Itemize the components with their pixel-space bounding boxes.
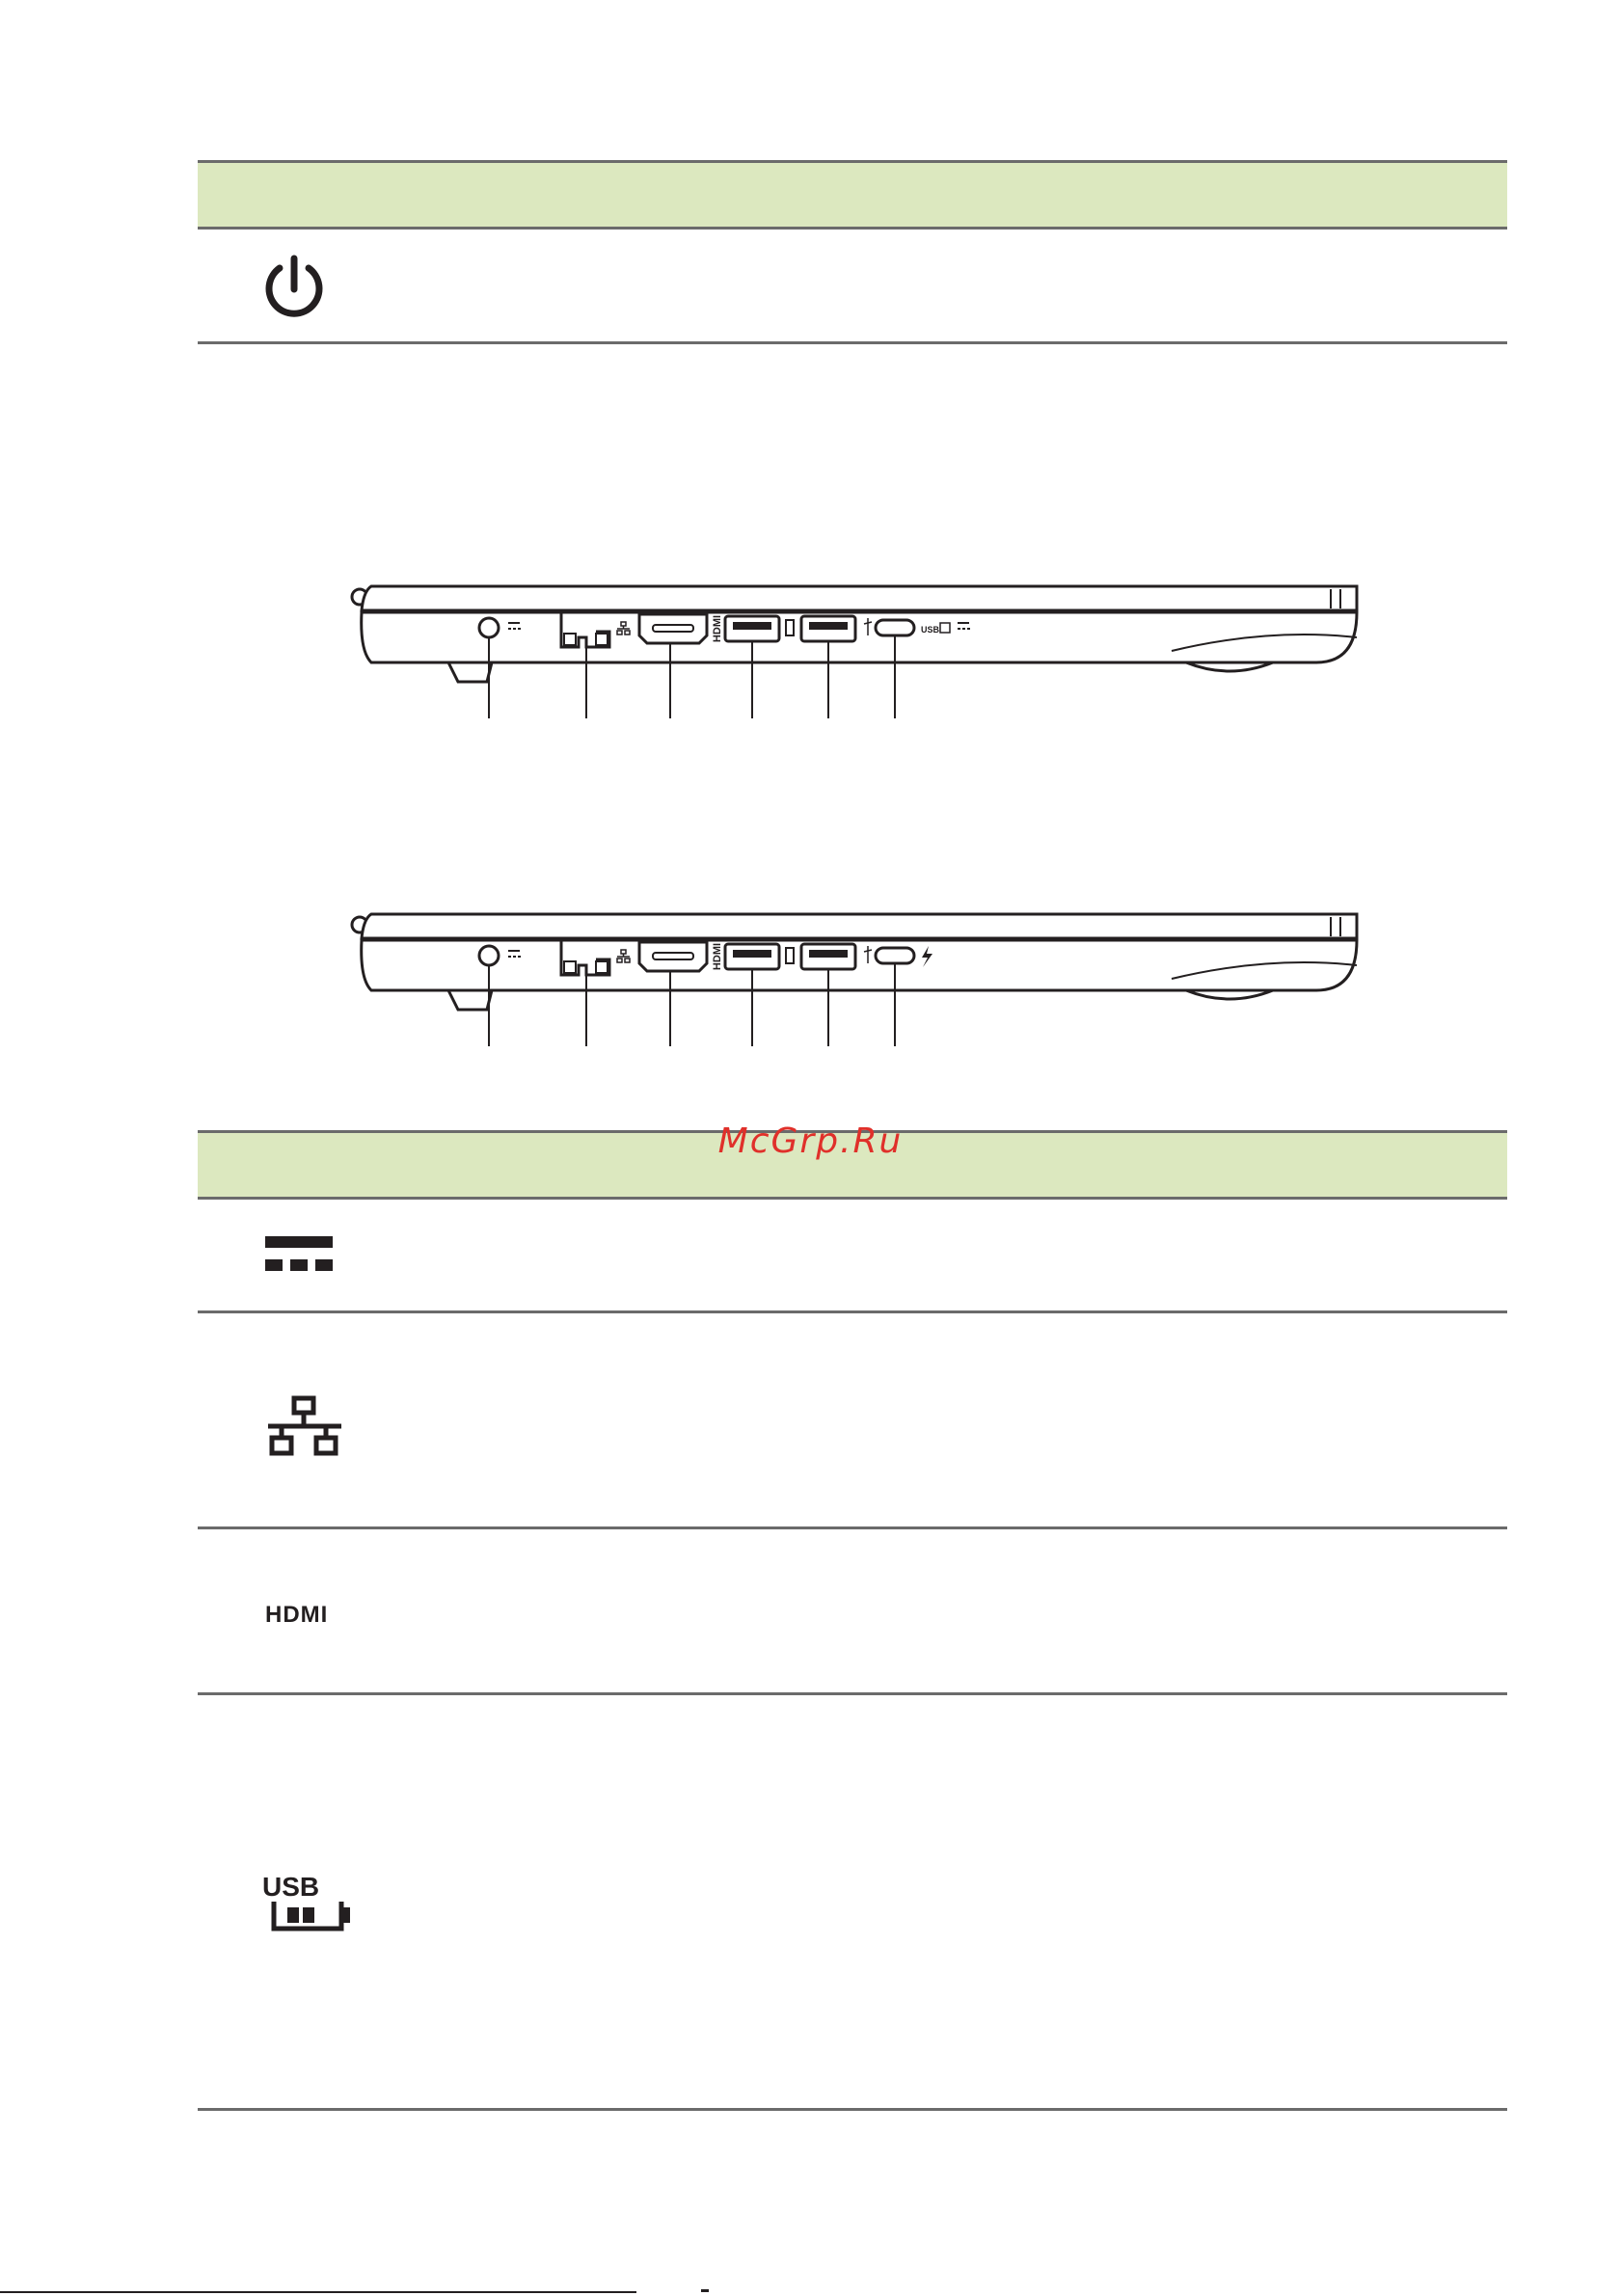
port-row-rule-1 <box>198 1310 1507 1313</box>
port-row-rule-2 <box>198 1526 1507 1529</box>
lid <box>362 586 1357 610</box>
thunderbolt-port <box>876 948 914 963</box>
ethernet-icon <box>266 1395 343 1464</box>
dc-power-icon <box>265 1236 335 1280</box>
hdmi-icon <box>265 1602 352 1632</box>
svg-text:USB: USB <box>921 625 940 635</box>
top-table-bottom-rule <box>198 341 1507 344</box>
dc-in-port <box>479 618 499 637</box>
hdmi-icon-label: HDMI <box>265 1602 329 1627</box>
watermark: McGrp.Ru <box>717 1121 904 1161</box>
power-icon <box>258 253 330 329</box>
base <box>362 940 1357 990</box>
foot-left <box>448 990 492 1010</box>
laptop-left-view-1 <box>342 574 1374 728</box>
usb-charge-icon-label: USB <box>262 1873 320 1902</box>
foot-left <box>448 662 492 682</box>
laptop-left-view-2 <box>342 902 1374 1056</box>
footer-rule <box>0 2291 636 2293</box>
base <box>362 612 1357 662</box>
top-table-header <box>198 160 1507 230</box>
dc-in-port <box>479 946 499 965</box>
lid <box>362 914 1357 938</box>
port-row-rule-3 <box>198 1692 1507 1695</box>
usb-c-port <box>876 620 914 635</box>
svg-text:HDMI: HDMI <box>712 614 723 643</box>
page-number-mark <box>701 2289 709 2292</box>
usb-charge-icon <box>262 1873 355 1941</box>
svg-text:HDMI: HDMI <box>712 942 723 971</box>
port-row-rule-4 <box>198 2108 1507 2111</box>
